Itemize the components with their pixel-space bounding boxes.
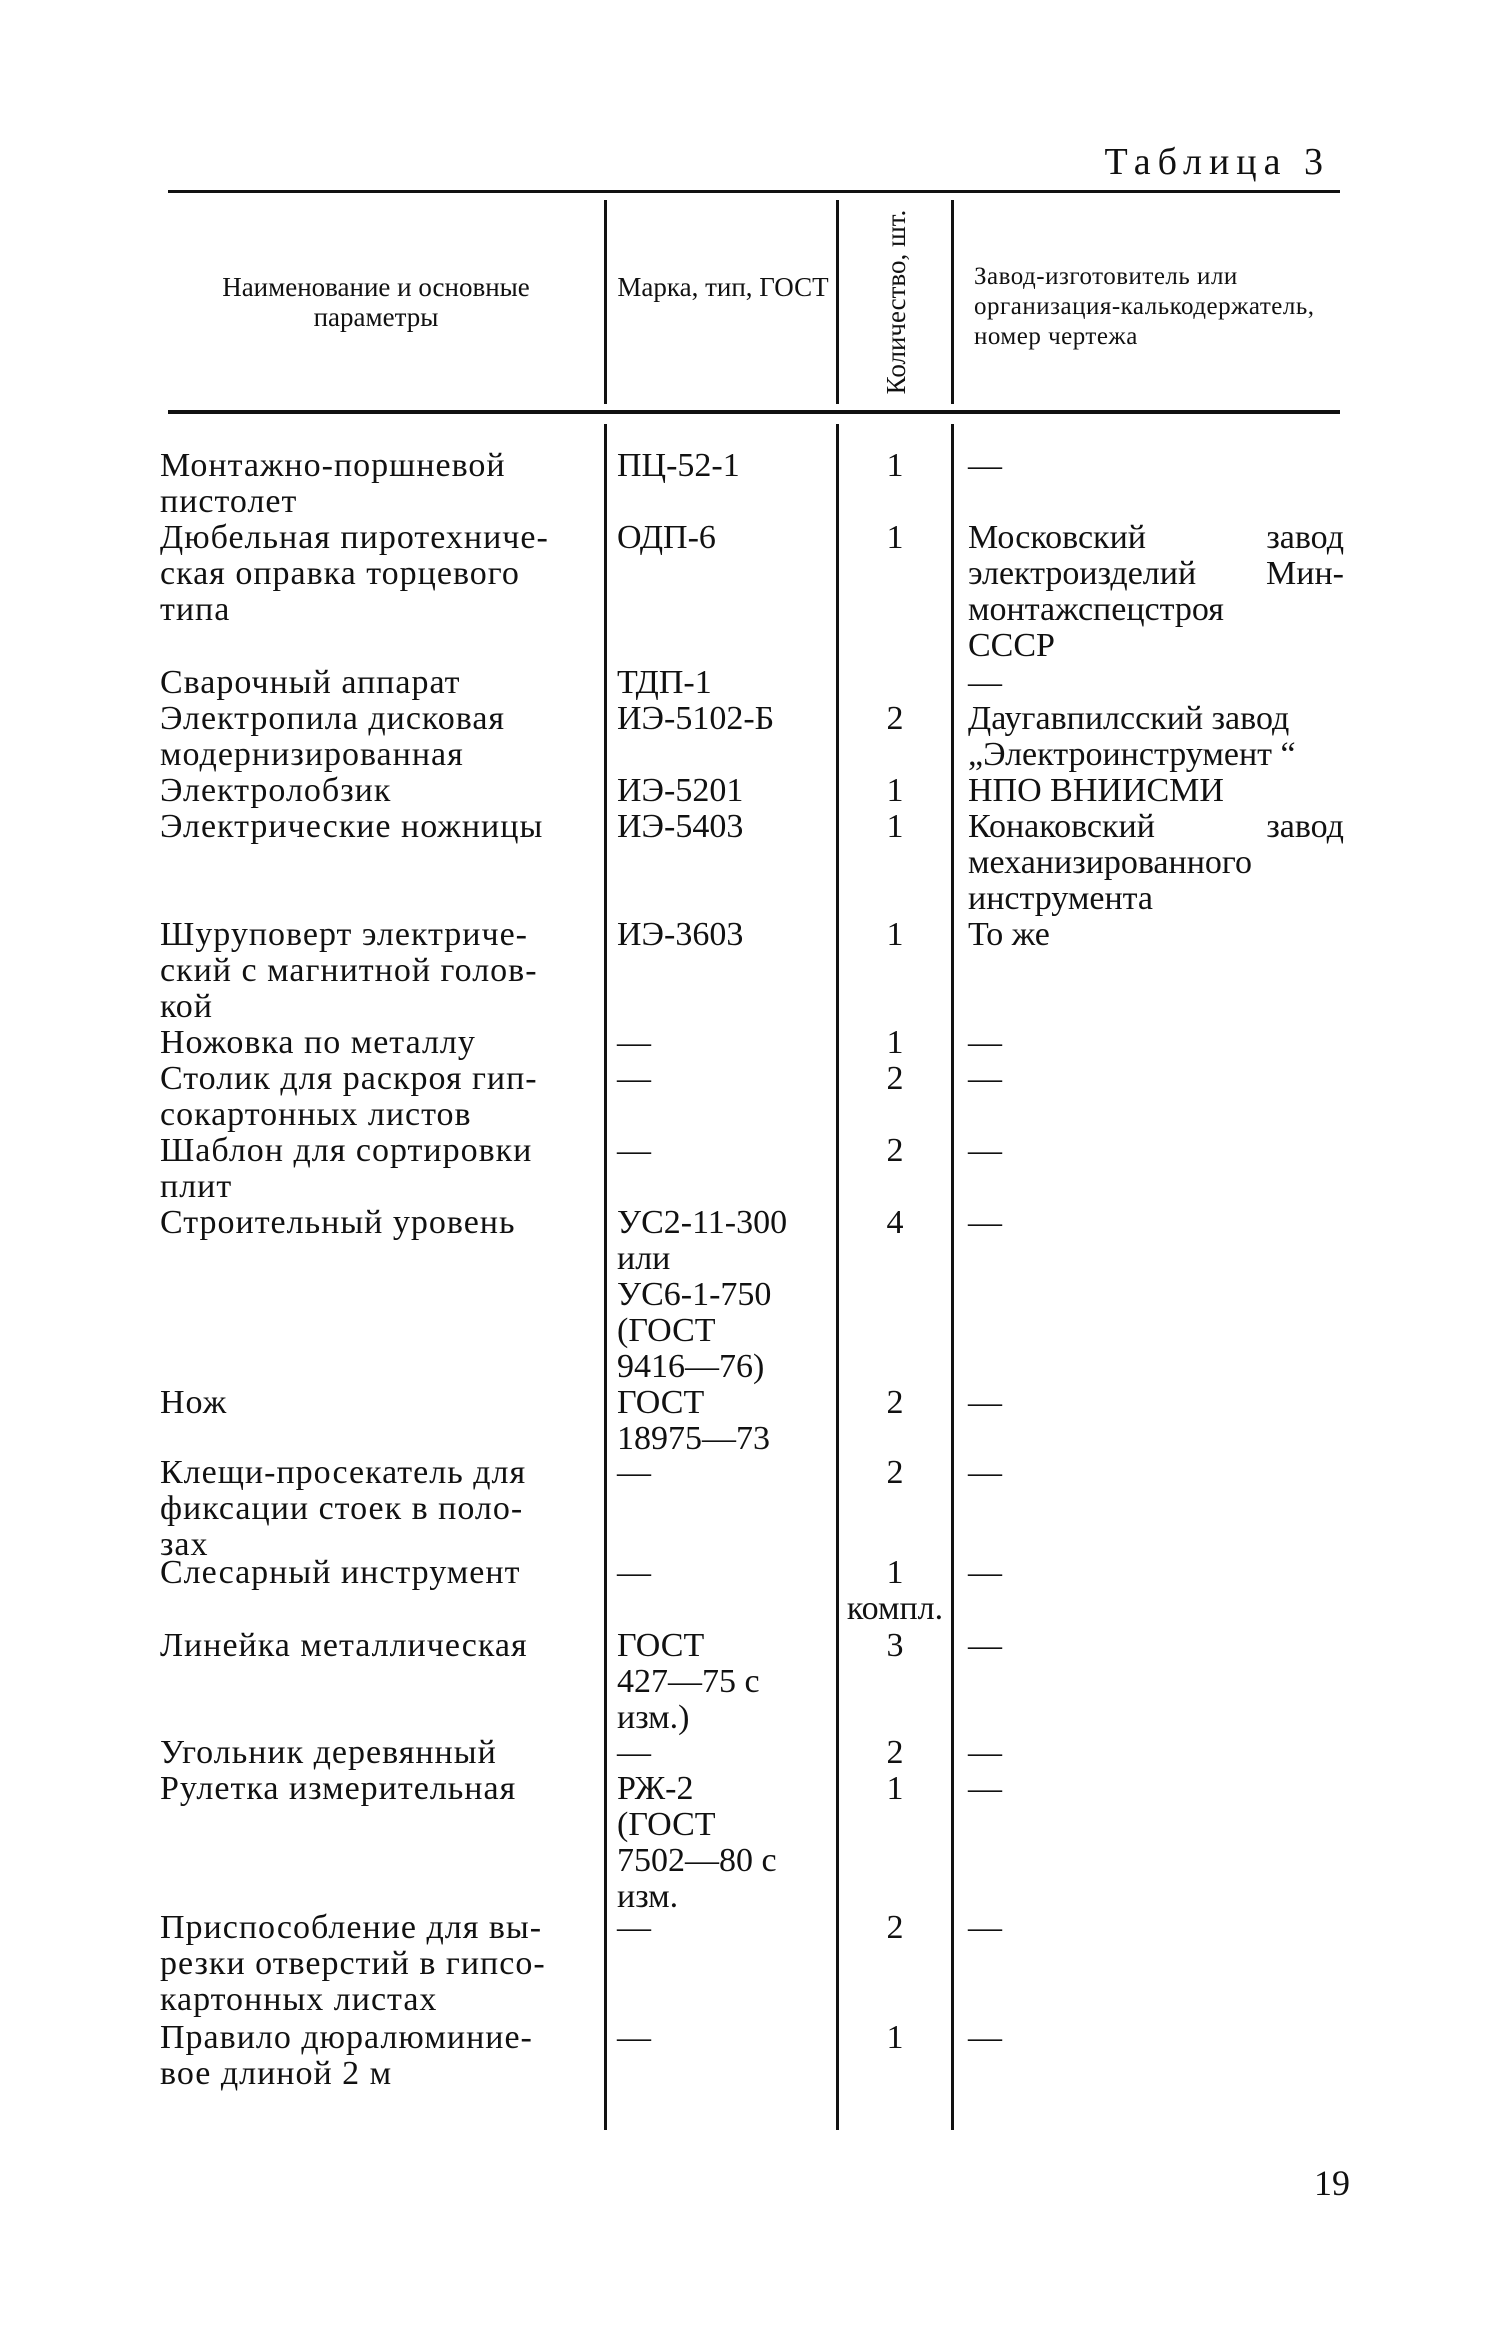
cell-qty: 1	[886, 772, 904, 809]
cell-qty: 2	[886, 1734, 904, 1771]
header-mark: Марка, тип, ГОСТ	[617, 272, 829, 302]
cell-name: Угольник деревянный	[160, 1734, 497, 1771]
cell-name: Электропила дисковая модернизированная	[160, 700, 506, 773]
cell-name: Строительный уровень	[160, 1204, 516, 1241]
cell-mark: УС2-11-300 или УС6-1-750 (ГОСТ 9416—76)	[617, 1204, 788, 1385]
header-bottom-rule	[168, 410, 1340, 414]
cell-qty: 1	[886, 808, 904, 845]
table-title: Таблица 3	[1104, 141, 1330, 183]
body-column-divider	[836, 424, 839, 2130]
cell-mark: ИЭ-5403	[617, 808, 744, 845]
cell-maker: —	[968, 447, 1002, 484]
cell-mark: ИЭ-3603	[617, 916, 744, 953]
cell-maker: Конаковский завод механизированного инструмента	[968, 808, 1344, 917]
cell-mark: ТДП-1	[617, 664, 712, 701]
cell-maker: —	[968, 1204, 1002, 1241]
cell-name: Рулетка измерительная	[160, 1770, 517, 1807]
cell-maker: —	[968, 1384, 1002, 1421]
cell-mark: —	[617, 1909, 651, 1946]
cell-maker: —	[968, 1627, 1002, 1664]
cell-qty: 1	[886, 2019, 904, 2056]
cell-name: Шуруповерт электриче- ский с магнитной голов- кой	[160, 916, 538, 1025]
cell-mark: ИЭ-5201	[617, 772, 744, 809]
cell-name: Нож	[160, 1384, 228, 1421]
cell-maker: —	[968, 1770, 1002, 1807]
cell-qty: 2	[886, 1060, 904, 1097]
cell-mark: ИЭ-5102-Б	[617, 700, 775, 737]
cell-mark: —	[617, 1454, 651, 1491]
cell-maker: —	[968, 1132, 1002, 1169]
cell-maker: Даугавпилсский завод „Электроинструмент “	[968, 700, 1296, 773]
cell-name: Приспособление для вы- резки отверстий в гипсо- картонных листах	[160, 1909, 546, 2018]
cell-name: Столик для раскроя гип- сокартонных листов	[160, 1060, 538, 1133]
cell-maker: НПО ВНИИСМИ	[968, 772, 1224, 809]
cell-mark: ПЦ-52-1	[617, 447, 740, 484]
body-column-divider	[951, 424, 954, 2130]
header-column-divider	[604, 200, 607, 404]
cell-mark: —	[617, 1734, 651, 1771]
cell-mark: РЖ-2 (ГОСТ 7502—80 с изм.	[617, 1770, 777, 1915]
cell-name: Ножовка по металлу	[160, 1024, 476, 1061]
cell-mark: ОДП-6	[617, 519, 716, 556]
cell-mark: —	[617, 1554, 651, 1591]
cell-name: Электрические ножницы	[160, 808, 544, 845]
cell-qty: 1 компл.	[846, 1554, 944, 1627]
cell-qty: 1	[886, 1024, 904, 1061]
cell-qty: 2	[886, 1132, 904, 1169]
header-qty-cell	[848, 200, 944, 404]
cell-name: Правило дюралюминие- вое длиной 2 м	[160, 2019, 533, 2092]
cell-qty: 3	[886, 1627, 904, 1664]
cell-name: Слесарный инструмент	[160, 1554, 521, 1591]
cell-name: Электролобзик	[160, 772, 392, 809]
header-maker: Завод-изготовитель или организация-калькодержатель, номер чертежа	[974, 263, 1315, 350]
cell-qty: 1	[886, 1770, 904, 1807]
cell-mark: —	[617, 1060, 651, 1097]
cell-qty: 2	[886, 1384, 904, 1421]
cell-name: Дюбельная пиротехниче- ская оправка торцевого типа	[160, 519, 549, 628]
cell-maker: —	[968, 664, 1002, 701]
cell-maker: —	[968, 1024, 1002, 1061]
cell-maker: —	[968, 1060, 1002, 1097]
cell-name: Шаблон для сортировки плит	[160, 1132, 533, 1205]
cell-name: Линейка металлическая	[160, 1627, 528, 1664]
cell-qty: 1	[886, 447, 904, 484]
cell-maker: —	[968, 1554, 1002, 1591]
cell-name: Монтажно-поршневой пистолет	[160, 447, 506, 520]
header-column-divider	[951, 200, 954, 404]
header-qty: Количество, шт.	[881, 209, 911, 395]
cell-qty: 2	[886, 700, 904, 737]
cell-qty: 1	[886, 916, 904, 953]
cell-maker: —	[968, 1734, 1002, 1771]
cell-qty: 1	[886, 519, 904, 556]
cell-mark: —	[617, 1024, 651, 1061]
header-top-rule	[168, 190, 1340, 193]
body-column-divider	[604, 424, 607, 2130]
cell-maker: То же	[968, 916, 1050, 953]
cell-qty: 2	[886, 1909, 904, 1946]
header-name: Наименование и основные параметры	[222, 272, 530, 332]
cell-mark: —	[617, 2019, 651, 2056]
cell-maker: —	[968, 1454, 1002, 1491]
cell-maker: —	[968, 2019, 1002, 2056]
cell-maker: —	[968, 1909, 1002, 1946]
cell-name: Клещи-просекатель для фиксации стоек в поло- зах	[160, 1454, 527, 1563]
cell-maker: Московский завод электроизделий Мин- монтажспецстроя СССР	[968, 519, 1344, 664]
cell-mark: ГОСТ 427—75 с изм.)	[617, 1627, 760, 1736]
cell-qty: 2	[886, 1454, 904, 1491]
header-column-divider	[836, 200, 839, 404]
page-number: 19	[1314, 2163, 1350, 2203]
cell-qty: 4	[886, 1204, 904, 1241]
cell-name: Сварочный аппарат	[160, 664, 461, 701]
cell-mark: ГОСТ 18975—73	[617, 1384, 770, 1457]
cell-mark: —	[617, 1132, 651, 1169]
